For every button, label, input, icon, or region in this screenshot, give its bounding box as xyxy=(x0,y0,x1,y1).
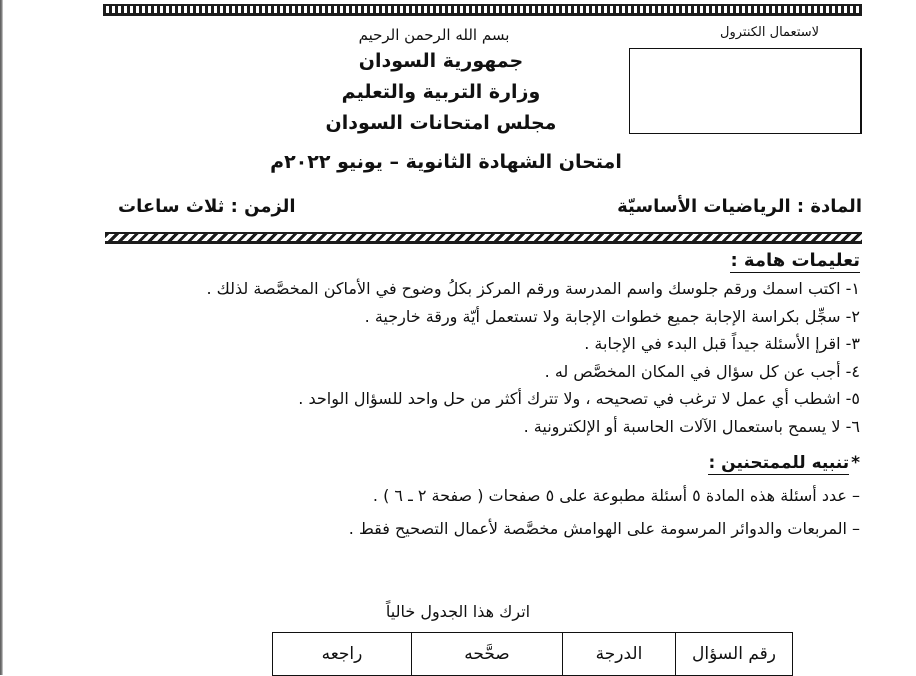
middle-decorative-border-pattern xyxy=(105,232,862,244)
instruction-item: ٣- اقرإ الأسئلة جيداً قبل البدء في الإجابة . xyxy=(584,334,860,353)
instruction-item: ١- اكتب اسمك ورقم جلوسك واسم المدرسة ورقم المركز بكلُ وضوح في الأماكن المخصَّصة لذلك . xyxy=(206,279,860,298)
subject-and-time-row xyxy=(112,196,862,217)
instruction-item: ٢- سجِّل بكراسة الإجابة جميع خطوات الإجابة ولا تستعمل أيّة ورقة خارجية . xyxy=(364,306,860,326)
exam-title-line: امتحان الشهادة الثانوية – يونيو ٢٠٢٢م xyxy=(270,151,622,173)
instruction-item: ٥- اشطب أي عمل لا ترغب في تصحيحه ، ولا تترك أكثر من حل واحد للسؤال الواحد . xyxy=(298,389,860,408)
control-box[interactable] xyxy=(629,48,862,134)
marks-table-col-corrected-by: صحَّحه xyxy=(412,633,563,676)
examinees-notice-heading-text: تنبيه للممتحنين : xyxy=(708,453,850,473)
top-decorative-border xyxy=(103,4,862,16)
basmala-line: بسم الله الرحمن الرحيم xyxy=(358,26,510,44)
middle-decorative-border xyxy=(105,232,862,244)
asterisk-icon: * xyxy=(851,453,860,473)
marks-table-col-reviewed-by: راجعه xyxy=(273,633,412,676)
country-line: جمهورية السودان xyxy=(358,50,524,72)
instruction-item: ٤- أجب عن كل سؤال في المكان المخصَّص له . xyxy=(544,361,860,381)
instructions-section xyxy=(112,250,860,545)
control-box-cell-right[interactable] xyxy=(630,49,776,133)
notice-item: – المربعات والدوائر المرسومة على الهوامش مخصَّصة لأعمال التصحيح فقط . xyxy=(348,519,860,538)
exam-duration-label: الزمن : ثلاث ساعات xyxy=(118,196,296,217)
control-box-label: لاستعمال الكنترول xyxy=(720,25,820,40)
examinees-notice-heading xyxy=(112,453,860,473)
control-box-cell-left[interactable] xyxy=(776,49,861,133)
exam-council-line: مجلس امتحانات السودان xyxy=(325,112,557,134)
ministry-line: وزارة التربية والتعليم xyxy=(341,81,541,103)
notice-item: – عدد أسئلة هذه المادة ٥ أسئلة مطبوعة على ٥ صفحات ( صفحة ٢ ـ ٦ ) . xyxy=(372,486,860,505)
top-decorative-border-pattern xyxy=(103,4,862,16)
marks-table xyxy=(272,632,793,676)
marks-table-col-grade: الدرجة xyxy=(563,633,676,676)
instruction-item: ٦- لا يسمح باستعمال الآلات الحاسبة أو الإلكترونية . xyxy=(523,416,860,436)
marks-table-col-question-no: رقم السؤال xyxy=(676,633,793,676)
control-area xyxy=(624,24,862,134)
instructions-heading xyxy=(112,250,860,271)
subject-label: المادة : الرياضيات الأساسيّة xyxy=(617,196,862,217)
instructions-heading-text: تعليمات هامة : xyxy=(730,250,860,271)
marks-table-caption: اترك هذا الجدول خالياً xyxy=(385,602,531,621)
marks-table-header-row xyxy=(273,633,793,676)
